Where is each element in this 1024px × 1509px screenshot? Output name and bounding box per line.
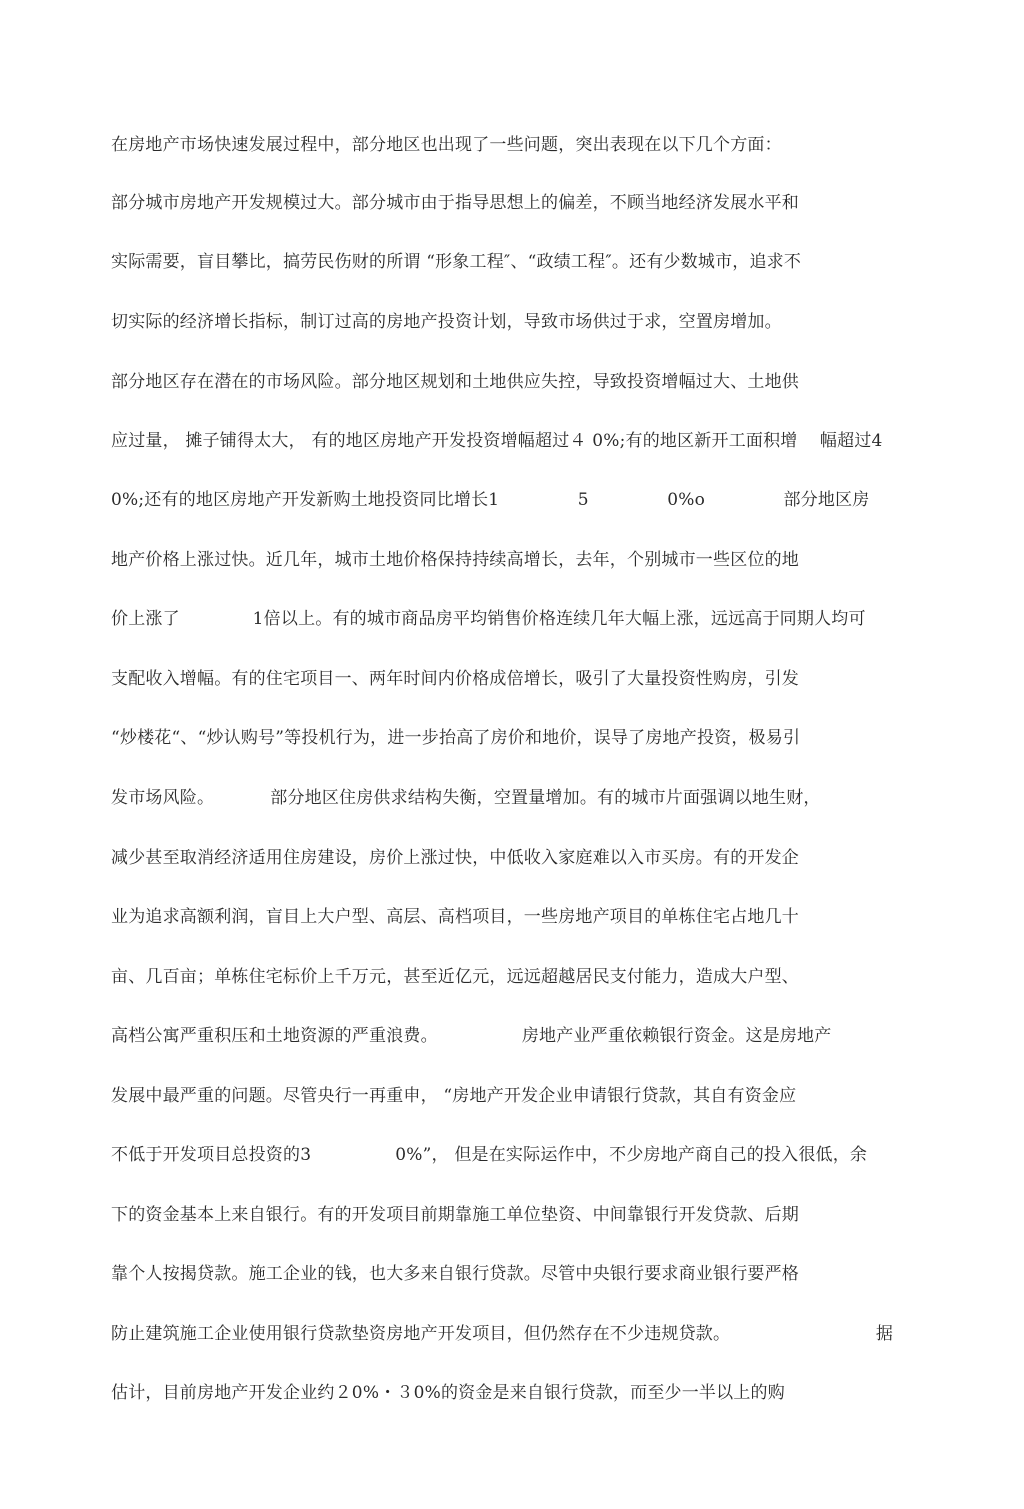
text-line-6: 应过量， 摊子铺得太大， 有的地区房地产开发投资增幅超过４ 0%;有的地区新开工面积增 幅超过4 bbox=[111, 431, 883, 451]
text-line-15: 亩、几百亩；单栋住宅标价上千万元，甚至近亿元，远远超越居民支付能力，造成大户型、 bbox=[111, 967, 799, 987]
text-line-22: 估计，目前房地产开发企业约２0%・３0%的资金是来自银行贷款，而至少一半以上的购 bbox=[111, 1383, 785, 1403]
text-line-4: 切实际的经济增长指标，制订过高的房地产投资计划，导致市场供过于求，空置房增加。 bbox=[111, 312, 782, 332]
text-line-3: 实际需要，盲目攀比，搞劳民伤财的所谓 “形象工程″、“政绩工程″。还有少数城市，追求不 bbox=[111, 252, 802, 272]
text-line-2: 部分城市房地产开发规模过大。部分城市由于指导思想上的偏差，不顾当地经济发展水平和 bbox=[111, 193, 799, 213]
text-line-1: 在房地产市场快速发展过程中，部分地区也出现了一些问题，突出表现在以下几个方面： bbox=[111, 135, 782, 155]
text-line-10: 支配收入增幅。有的住宅项目一、两年时间内价格成倍增长，吸引了大量投资性购房，引发 bbox=[111, 669, 799, 689]
text-line-8: 地产价格上涨过快。近几年，城市土地价格保持持续高增长，去年，个别城市一些区位的地 bbox=[111, 550, 799, 570]
text-line-17: 发展中最严重的问题。尽管央行一再重申， “房地产开发企业申请银行贷款，其自有资金应 bbox=[111, 1086, 797, 1106]
text-line-16: 高档公寓严重积压和土地资源的严重浪费。 房地产业严重依赖银行资金。这是房地产 bbox=[111, 1026, 832, 1046]
text-line-13: 减少甚至取消经济适用住房建设，房价上涨过快，中低收入家庭难以入市买房。有的开发企 bbox=[111, 848, 799, 868]
text-line-20: 靠个人按揭贷款。施工企业的钱，也大多来自银行贷款。尽管中央银行要求商业银行要严格 bbox=[111, 1264, 799, 1284]
text-line-5: 部分地区存在潜在的市场风险。部分地区规划和土地供应失控，导致投资增幅过大、土地供 bbox=[111, 372, 799, 392]
text-line-14: 业为追求高额利润，盲目上大户型、高层、高档项目，一些房地产项目的单栋住宅占地几十 bbox=[111, 907, 799, 927]
text-line-9: 价上涨了 1倍以上。有的城市商品房平均销售价格连续几年大幅上涨，远远高于同期人均可 bbox=[111, 609, 866, 629]
text-line-7: 0%;还有的地区房地产开发新购土地投资同比增长1 5 0%o 部分地区房 bbox=[111, 490, 870, 510]
text-line-19: 下的资金基本上来自银行。有的开发项目前期靠施工单位垫资、中间靠银行开发贷款、后期 bbox=[111, 1205, 799, 1225]
text-line-18: 不低于开发项目总投资的3 0%”， 但是在实际运作中，不少房地产商自己的投入很低，余 bbox=[111, 1145, 868, 1165]
text-line-11: “炒楼花“、“炒认购号”等投机行为，进一步抬高了房价和地价，误导了房地产投资，极易引 bbox=[111, 728, 801, 748]
text-line-21: 防止建筑施工企业使用银行贷款垫资房地产开发项目，但仍然存在不少违规贷款。 据 bbox=[111, 1324, 894, 1344]
text-line-12: 发市场风险。 部分地区住房供求结构失衡，空置量增加。有的城市片面强调以地生财， bbox=[111, 788, 821, 808]
